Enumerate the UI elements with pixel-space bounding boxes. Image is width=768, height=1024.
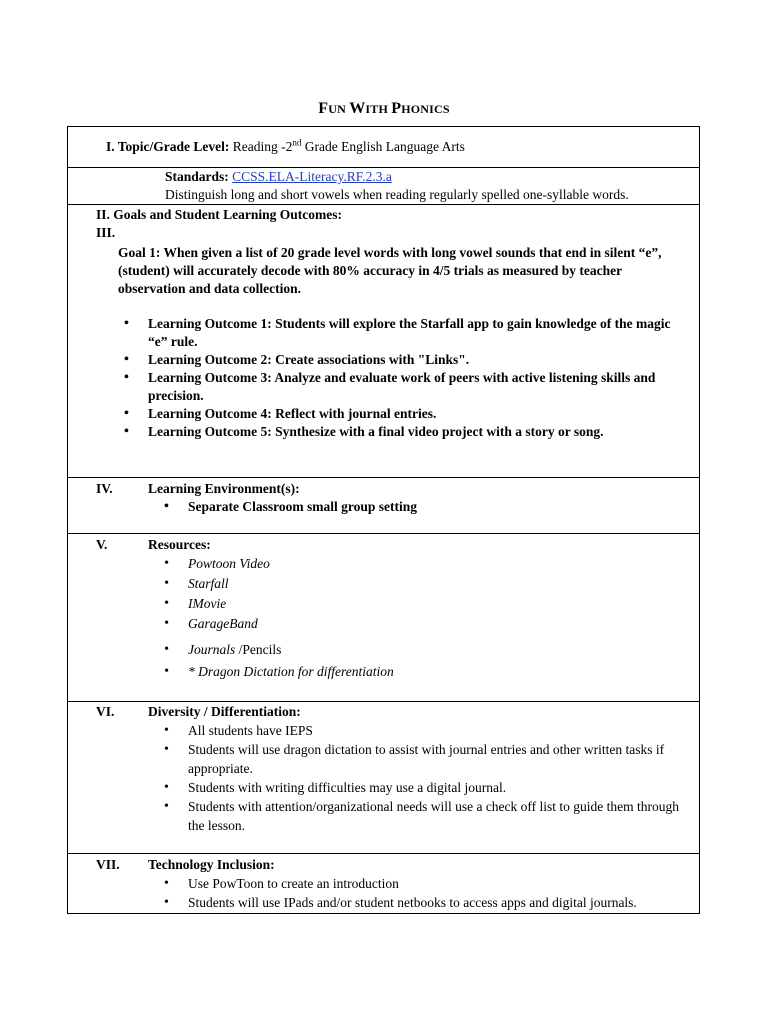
resources-row — [68, 534, 700, 702]
journals-rest: /Pencils — [235, 642, 282, 657]
list-item: • Separate Classroom small group setting — [188, 498, 699, 516]
list-item: • IMovie — [188, 595, 699, 613]
list-item: • Learning Outcome 1: Students will explore the Starfall app to gain knowledge of the magic “e” rule. — [148, 315, 693, 351]
resources-heading: Resources: — [148, 537, 211, 552]
standards-link[interactable]: CCSS.ELA-Literacy.RF.2.3.a — [232, 169, 392, 184]
list-item: • Learning Outcome 5: Synthesize with a final video project with a story or song. — [148, 423, 693, 441]
goals-heading: II. Goals and Student Learning Outcomes: — [96, 207, 343, 222]
lesson-plan-table — [67, 126, 700, 914]
technology-list — [96, 874, 699, 912]
outcomes-list — [96, 315, 693, 441]
document-title: FUN WITH PHONICS — [318, 100, 450, 117]
goals-row — [68, 205, 700, 478]
list-item: • Powtoon Video — [188, 555, 699, 573]
list-item: • Students with attention/organizational needs will use a check off list to guide them through the lesson. — [188, 797, 691, 835]
list-item: • Starfall — [188, 575, 699, 593]
diversity-heading: Diversity / Differentiation: — [148, 704, 301, 719]
topic-label: I. Topic/Grade Level: — [106, 139, 230, 154]
goals-numeral: III. — [96, 225, 116, 240]
resources-list — [96, 555, 699, 681]
diversity-list — [96, 721, 699, 835]
list-item — [188, 641, 699, 659]
list-item: • Students will use dragon dictation to assist with journal entries and other written tasks if appropriate. — [188, 740, 691, 778]
technology-numeral: VII. — [96, 857, 120, 872]
topic-value-suffix: Grade English Language Arts — [301, 139, 465, 154]
environment-row — [68, 478, 700, 534]
list-item: • Students with writing difficulties may use a digital journal. — [188, 778, 691, 797]
journals-italic: Journals — [188, 642, 236, 657]
topic-value-prefix: Reading -2 — [229, 139, 293, 154]
list-item: • All students have IEPS — [188, 721, 691, 740]
technology-heading: Technology Inclusion: — [148, 857, 275, 872]
environment-heading: Learning Environment(s): — [148, 481, 300, 496]
list-item: • Learning Outcome 2: Create associations with "Links". — [148, 351, 693, 369]
resources-numeral: V. — [96, 537, 108, 552]
standards-label: Standards: — [165, 169, 229, 184]
list-item: • Use PowToon to create an introduction — [188, 874, 699, 893]
list-item: • Learning Outcome 3: Analyze and evaluate work of peers with active listening skills and precision. — [148, 369, 693, 405]
list-item: • * Dragon Dictation for differentiation — [188, 663, 699, 681]
list-item: • Students will use IPads and/or student netbooks to access apps and digital journals. — [188, 893, 699, 912]
goal-1-text: Goal 1: When given a list of 20 grade level words with long vowel sounds that end in silent “e”, (student) will accurately decode with 80% accuracy in 4/5 trials as measured by teacher observation and data collection. — [118, 245, 662, 296]
diversity-numeral: VI. — [96, 704, 115, 719]
environment-list — [96, 498, 699, 516]
environment-numeral: IV. — [96, 481, 113, 496]
list-item: • Learning Outcome 4: Reflect with journal entries. — [148, 405, 693, 423]
diversity-row — [68, 702, 700, 854]
list-item: • GarageBand — [188, 615, 699, 633]
standards-description: Distinguish long and short vowels when reading regularly spelled one-syllable words. — [165, 187, 629, 202]
topic-superscript: nd — [292, 137, 302, 148]
topic-row — [68, 127, 700, 168]
technology-row — [68, 854, 700, 914]
standards-row — [68, 168, 700, 205]
